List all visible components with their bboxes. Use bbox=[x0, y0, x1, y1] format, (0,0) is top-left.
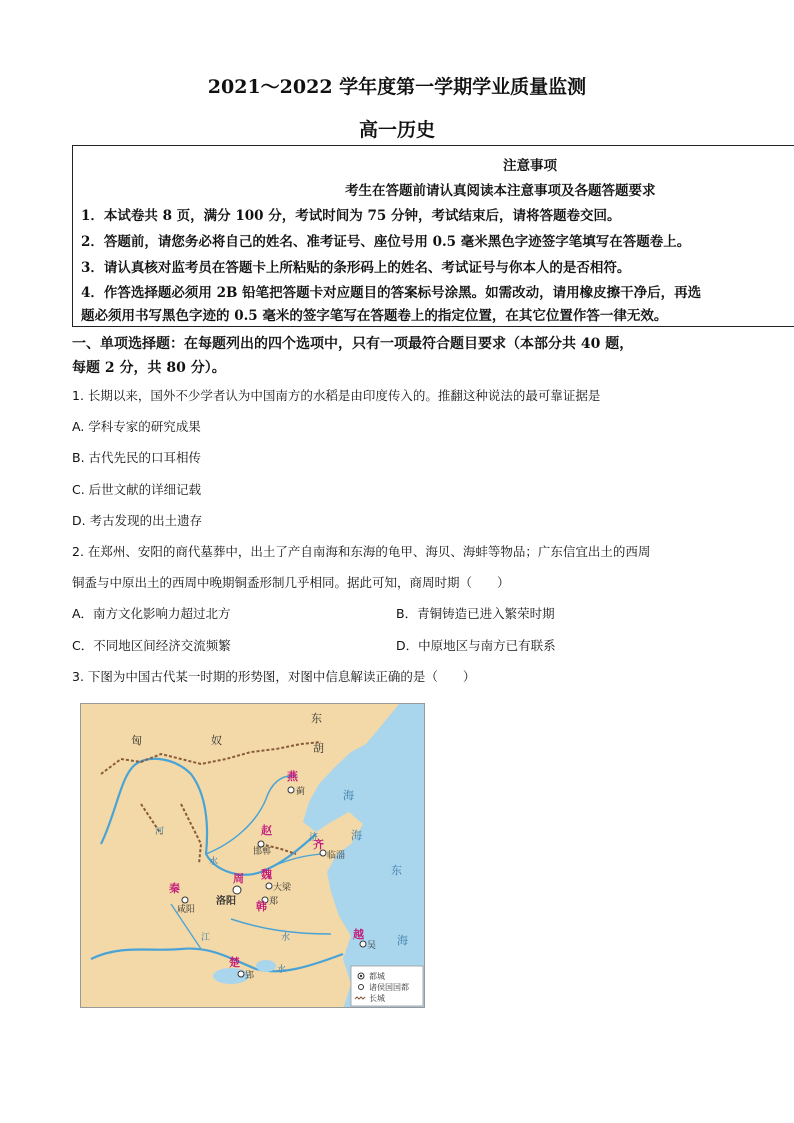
option-b[interactable]: B. 古代先民的口耳相传 bbox=[72, 450, 202, 465]
section-heading-cont: 每题 2 分，共 80 分）。 bbox=[72, 360, 226, 376]
state-label: 楚 bbox=[229, 956, 240, 969]
map-label: 临淄 bbox=[327, 851, 346, 861]
notice-item: 3．请认真核对监考员在答题卡上所粘贴的条形码上的姓名、考试证号与你本人的是否相符。 bbox=[81, 260, 631, 276]
notice-item: 2．答题前，请您务必将自己的姓名、准考证号、座位号用 0.5 毫米黑色字迹签字笔填写在答题卷上。 bbox=[81, 234, 691, 250]
legend-state-capital-icon bbox=[359, 985, 364, 990]
legend-label: 长城 bbox=[369, 994, 385, 1003]
legend-capital-icon-dot bbox=[360, 975, 362, 977]
map-label: 咸阳 bbox=[177, 905, 196, 915]
question-stem: 2. 在郑州、安阳的商代墓葬中，出土了产自南海和东海的龟甲、海贝、海蚌等物品；广东信宜出土的西周 bbox=[72, 544, 651, 559]
map-label: 蓟 bbox=[296, 787, 306, 797]
page-subtitle: 高一历史 bbox=[358, 119, 435, 141]
city-marker bbox=[238, 971, 244, 977]
notice-heading: 注意事项 bbox=[503, 158, 557, 174]
map-label: 邯郸 bbox=[253, 847, 272, 857]
state-label: 越 bbox=[353, 928, 364, 941]
legend-label: 诸侯国国都 bbox=[369, 983, 409, 992]
map-label: 水 bbox=[209, 857, 219, 867]
map-label: 海 bbox=[351, 829, 362, 842]
map-label: 匈 bbox=[131, 734, 142, 747]
notice-item: 1．本试卷共 8 页，满分 100 分，考试时间为 75 分钟，考试结束后，请将答题卷交回。 bbox=[81, 208, 621, 224]
notice-box bbox=[72, 145, 794, 327]
capital-marker bbox=[233, 886, 241, 894]
state-label: 周 bbox=[233, 872, 244, 885]
option-a[interactable]: A．南方文化影响力超过北方 bbox=[72, 606, 231, 621]
city-marker bbox=[182, 897, 188, 903]
question-stem: 1. 长期以来，国外不少学者认为中国南方的水稻是由印度传入的。推翻这种说法的最可靠证据是 bbox=[72, 388, 601, 403]
page-title: 2021～2022 学年度第一学期学业质量监测 bbox=[207, 76, 587, 98]
map-label: 东 bbox=[311, 712, 322, 725]
section-heading: 一、单项选择题：在每题列出的四个选项中，只有一项最符合题目要求（本部分共 40 题， bbox=[72, 336, 634, 352]
question-stem-cont: 铜盉与中原出土的西周中晚期铜盉形制几乎相同。据此可知，商周时期（ ） bbox=[72, 575, 510, 590]
map-svg bbox=[81, 704, 425, 1008]
map-label: 郑 bbox=[269, 897, 279, 907]
notice-item: 4．作答选择题必须用 2B 铅笔把答题卡对应题目的答案标号涂黑。如需改动，请用橡皮擦干净后，再选 bbox=[81, 285, 702, 301]
option-a[interactable]: A. 学科专家的研究成果 bbox=[72, 419, 201, 434]
map-label: 奴 bbox=[211, 734, 222, 747]
map-label: 水 bbox=[281, 933, 291, 943]
question-stem: 3. 下图为中国古代某一时期的形势图，对图中信息解读正确的是（ ） bbox=[72, 669, 476, 684]
map-label: 济 bbox=[309, 833, 319, 843]
city-marker bbox=[360, 941, 366, 947]
map-label: 江 bbox=[201, 933, 211, 943]
state-label: 秦 bbox=[169, 882, 180, 895]
option-c[interactable]: C. 后世文献的详细记载 bbox=[72, 482, 202, 497]
state-label: 赵 bbox=[261, 824, 272, 837]
option-b[interactable]: B．青铜铸造已进入繁荣时期 bbox=[396, 606, 555, 621]
option-d[interactable]: D．中原地区与南方已有联系 bbox=[396, 638, 556, 653]
state-label: 韩 bbox=[256, 900, 267, 913]
option-d[interactable]: D. 考古发现的出土遗存 bbox=[72, 513, 203, 528]
legend-label: 都城 bbox=[369, 972, 385, 981]
map-label: 海 bbox=[343, 789, 354, 802]
notice-intro: 考生在答题前请认真阅读本注意事项及各题答题要求 bbox=[345, 183, 656, 199]
map-label: 水 bbox=[277, 965, 287, 975]
state-label: 魏 bbox=[261, 868, 272, 881]
map-label: 河 bbox=[155, 827, 165, 837]
map-label: 吴 bbox=[367, 941, 377, 951]
notice-item: 题必须用书写黑色字迹的 0.5 毫米的签字笔写在答题卷上的指定位置，在其它位置作答一律无效。 bbox=[81, 308, 668, 324]
state-label: 齐 bbox=[313, 838, 324, 851]
map-label: 胡 bbox=[313, 742, 324, 755]
city-marker bbox=[288, 787, 294, 793]
map-label: 洛阳 bbox=[216, 896, 236, 907]
state-label: 燕 bbox=[287, 770, 298, 783]
map-label: 郢 bbox=[245, 971, 255, 981]
city-marker bbox=[266, 883, 272, 889]
historical-map bbox=[80, 703, 425, 1008]
map-label: 东 bbox=[391, 864, 402, 877]
map-label: 大梁 bbox=[273, 883, 292, 893]
map-label: 海 bbox=[397, 934, 408, 947]
lake bbox=[256, 960, 276, 972]
option-c[interactable]: C．不同地区间经济交流频繁 bbox=[72, 638, 231, 653]
